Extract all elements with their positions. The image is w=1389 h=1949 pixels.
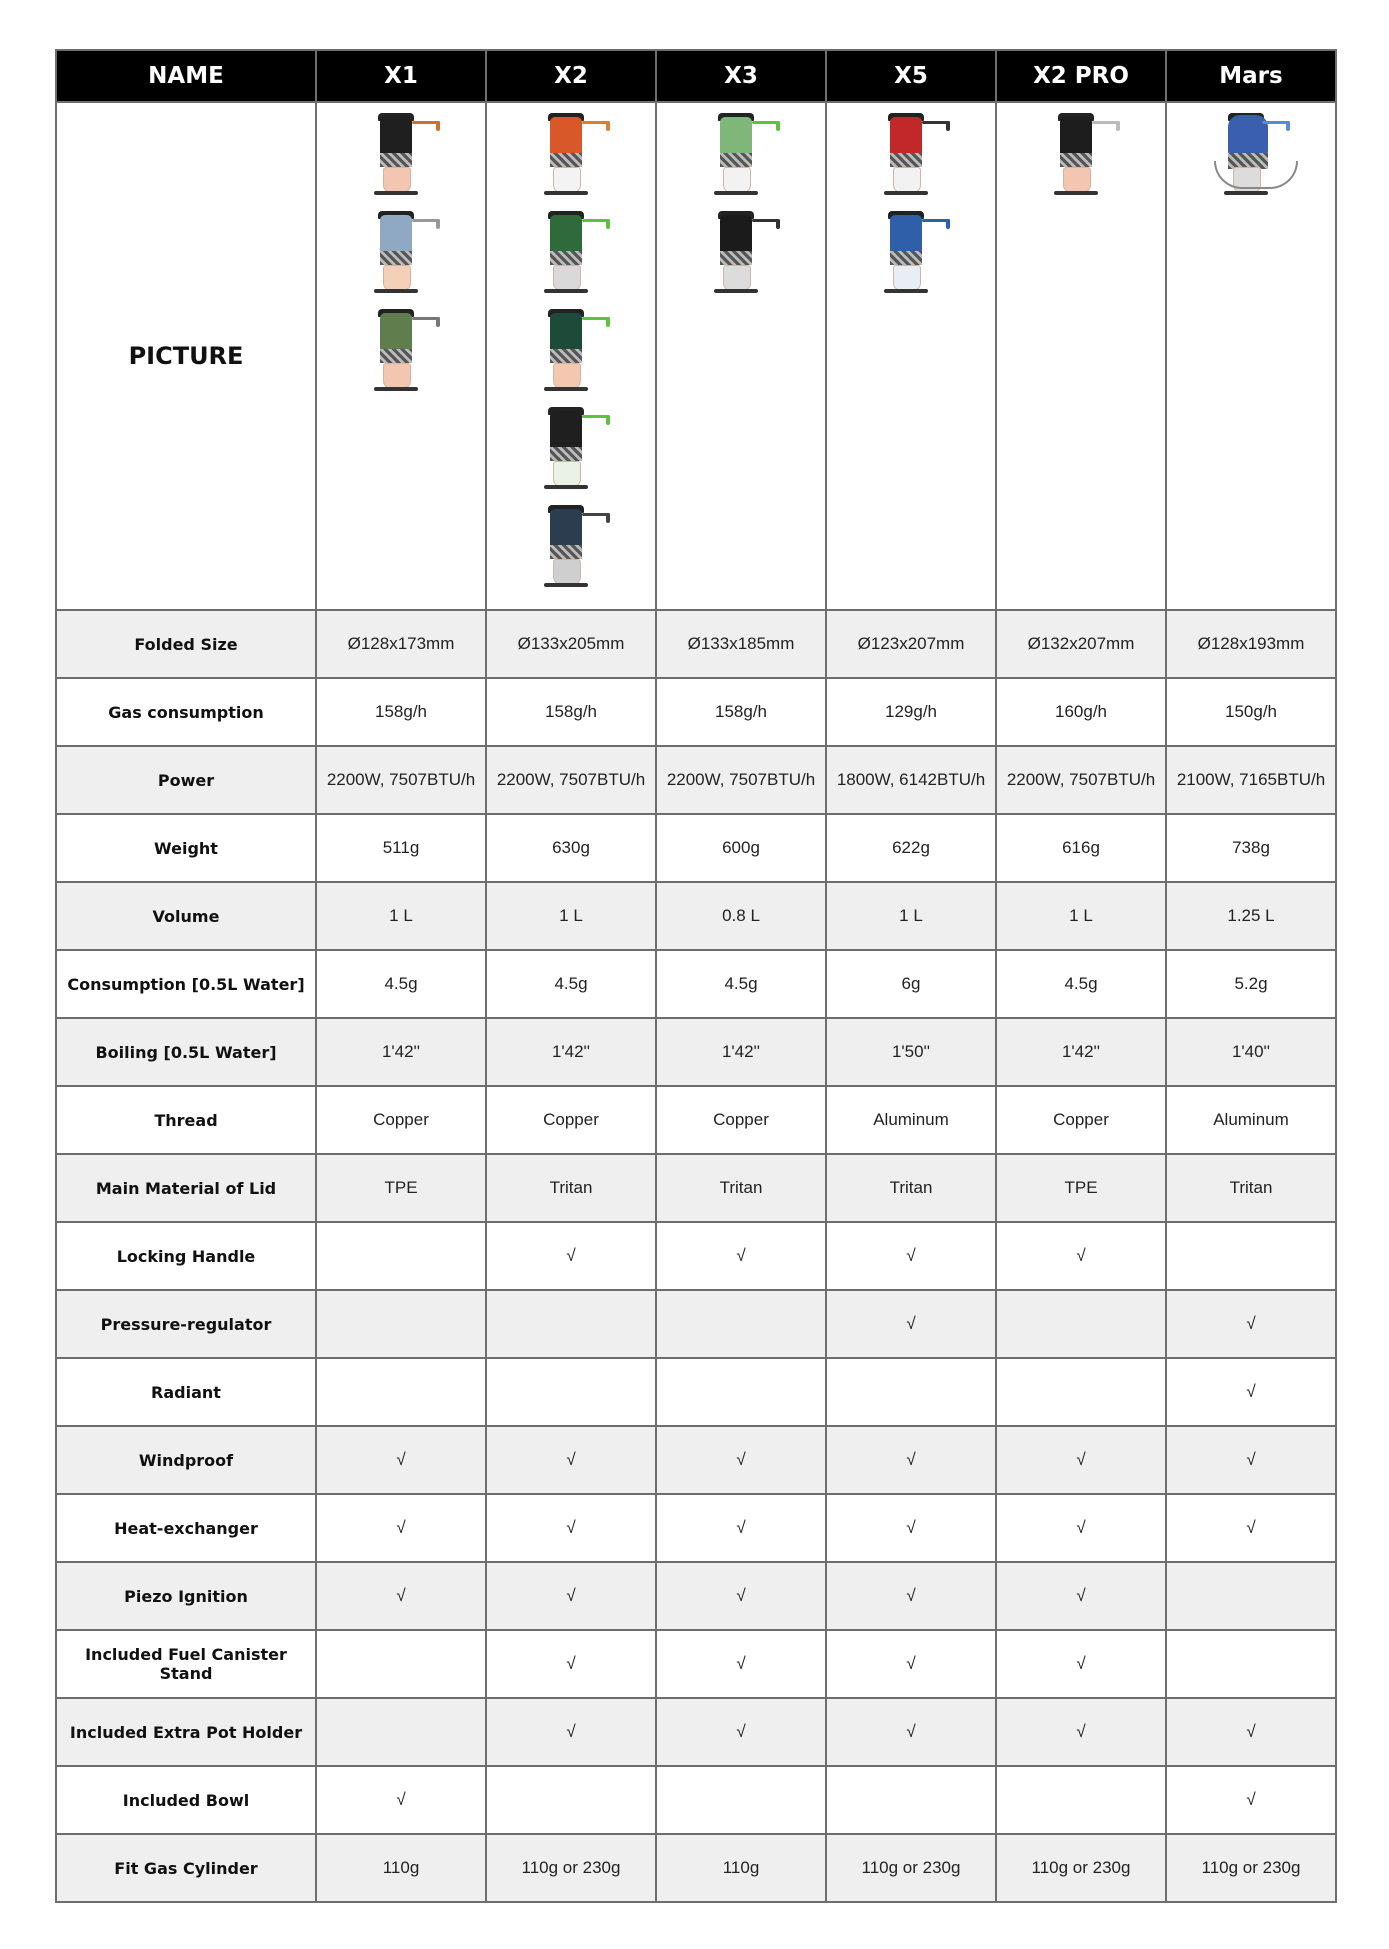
check-mark-cell: √	[1166, 1426, 1336, 1494]
check-mark-cell: √	[656, 1426, 826, 1494]
spec-value-cell: 110g	[316, 1834, 486, 1902]
spec-row	[56, 1494, 1336, 1562]
picture-cell-x5	[826, 102, 996, 610]
spec-value-cell	[656, 1766, 826, 1834]
spec-row	[56, 1766, 1336, 1834]
stove-x2-dark-green-icon	[526, 307, 616, 399]
stove-x2-green-camo-icon	[526, 209, 616, 301]
spec-value-cell: 2200W, 7507BTU/h	[486, 746, 656, 814]
spec-value-cell: 1'42''	[996, 1018, 1166, 1086]
spec-value-cell: 110g or 230g	[826, 1834, 996, 1902]
check-mark-cell: √	[1166, 1358, 1336, 1426]
spec-value-cell: Copper	[996, 1086, 1166, 1154]
check-mark-cell: √	[826, 1290, 996, 1358]
spec-value-cell: TPE	[996, 1154, 1166, 1222]
check-mark-cell: √	[826, 1630, 996, 1698]
row-label: Folded Size	[56, 610, 316, 678]
spec-row	[56, 1154, 1336, 1222]
stove-x5-red-icon	[866, 111, 956, 203]
check-mark-cell: √	[316, 1426, 486, 1494]
spec-value-cell	[486, 1766, 656, 1834]
spec-value-cell: 110g or 230g	[1166, 1834, 1336, 1902]
spec-value-cell	[1166, 1630, 1336, 1698]
spec-value-cell: Copper	[486, 1086, 656, 1154]
spec-value-cell: 110g	[656, 1834, 826, 1902]
check-mark-cell: √	[1166, 1698, 1336, 1766]
stove-x5-blue-icon	[866, 209, 956, 301]
spec-value-cell: 110g or 230g	[486, 1834, 656, 1902]
check-mark-cell: √	[316, 1766, 486, 1834]
check-mark-cell: √	[316, 1562, 486, 1630]
spec-value-cell	[826, 1358, 996, 1426]
stove-mars-blue-icon	[1206, 111, 1296, 203]
spec-value-cell	[316, 1698, 486, 1766]
spec-value-cell	[656, 1290, 826, 1358]
row-label: Included Fuel Canister Stand	[56, 1630, 316, 1698]
spec-row	[56, 814, 1336, 882]
spec-value-cell: 160g/h	[996, 678, 1166, 746]
stove-x2-black-green-icon	[526, 405, 616, 497]
row-label: Piezo Ignition	[56, 1562, 316, 1630]
row-label: Power	[56, 746, 316, 814]
spec-value-cell: 4.5g	[486, 950, 656, 1018]
check-mark-cell: √	[656, 1222, 826, 1290]
spec-value-cell: Ø123x207mm	[826, 610, 996, 678]
spec-row	[56, 1630, 1336, 1698]
stove-x1-gradient-icon	[356, 209, 446, 301]
row-label: Main Material of Lid	[56, 1154, 316, 1222]
spec-row	[56, 1698, 1336, 1766]
check-mark-cell: √	[486, 1630, 656, 1698]
spec-row	[56, 1562, 1336, 1630]
stove-x3-black-icon	[696, 209, 786, 301]
spec-value-cell: Tritan	[486, 1154, 656, 1222]
spec-value-cell	[1166, 1562, 1336, 1630]
spec-row	[56, 882, 1336, 950]
spec-value-cell: Ø133x185mm	[656, 610, 826, 678]
spec-value-cell	[996, 1358, 1166, 1426]
check-mark-cell: √	[1166, 1494, 1336, 1562]
product-header-x2: X2	[486, 50, 656, 102]
check-mark-cell: √	[996, 1698, 1166, 1766]
comparison-table	[55, 49, 1337, 1903]
stove-x2pro-black-icon	[1036, 111, 1126, 203]
product-header-x3: X3	[656, 50, 826, 102]
spec-value-cell: 622g	[826, 814, 996, 882]
spec-value-cell: 630g	[486, 814, 656, 882]
check-mark-cell: √	[996, 1426, 1166, 1494]
spec-value-cell: 2200W, 7507BTU/h	[316, 746, 486, 814]
spec-value-cell: Copper	[656, 1086, 826, 1154]
row-label: Included Extra Pot Holder	[56, 1698, 316, 1766]
spec-value-cell	[316, 1222, 486, 1290]
spec-value-cell	[316, 1290, 486, 1358]
spec-value-cell: 600g	[656, 814, 826, 882]
row-label: Fit Gas Cylinder	[56, 1834, 316, 1902]
check-mark-cell: √	[486, 1562, 656, 1630]
spec-row	[56, 1086, 1336, 1154]
spec-value-cell: 2200W, 7507BTU/h	[656, 746, 826, 814]
product-header-mars: Mars	[1166, 50, 1336, 102]
spec-value-cell: 1 L	[316, 882, 486, 950]
stove-x3-green-icon	[696, 111, 786, 203]
spec-value-cell: 158g/h	[316, 678, 486, 746]
check-mark-cell: √	[996, 1222, 1166, 1290]
check-mark-cell: √	[996, 1562, 1166, 1630]
spec-value-cell: 158g/h	[486, 678, 656, 746]
row-label: Pressure-regulator	[56, 1290, 316, 1358]
check-mark-cell: √	[486, 1698, 656, 1766]
spec-value-cell: Aluminum	[1166, 1086, 1336, 1154]
spec-value-cell: 5.2g	[1166, 950, 1336, 1018]
spec-value-cell: 1 L	[996, 882, 1166, 950]
spec-value-cell: Tritan	[656, 1154, 826, 1222]
spec-value-cell	[1166, 1222, 1336, 1290]
product-header-x5: X5	[826, 50, 996, 102]
spec-row	[56, 1358, 1336, 1426]
spec-value-cell: Ø133x205mm	[486, 610, 656, 678]
spec-value-cell: Ø128x193mm	[1166, 610, 1336, 678]
spec-value-cell: 511g	[316, 814, 486, 882]
header-row	[56, 50, 1336, 102]
check-mark-cell: √	[316, 1494, 486, 1562]
spec-value-cell: TPE	[316, 1154, 486, 1222]
row-label: Volume	[56, 882, 316, 950]
spec-value-cell	[316, 1630, 486, 1698]
spec-value-cell	[996, 1766, 1166, 1834]
spec-value-cell: 1'42''	[316, 1018, 486, 1086]
row-label: Included Bowl	[56, 1766, 316, 1834]
spec-value-cell: 1'50''	[826, 1018, 996, 1086]
spec-value-cell	[826, 1766, 996, 1834]
spec-row	[56, 1018, 1336, 1086]
stove-x1-black-icon	[356, 111, 446, 203]
picture-label: PICTURE	[56, 102, 316, 610]
spec-value-cell: 1'42''	[656, 1018, 826, 1086]
check-mark-cell: √	[826, 1562, 996, 1630]
picture-cell-x2-pro	[996, 102, 1166, 610]
spec-value-cell: 738g	[1166, 814, 1336, 882]
spec-value-cell: Ø132x207mm	[996, 610, 1166, 678]
product-header-x1: X1	[316, 50, 486, 102]
check-mark-cell: √	[656, 1630, 826, 1698]
spec-row	[56, 1290, 1336, 1358]
spec-row	[56, 610, 1336, 678]
product-header-x2-pro: X2 PRO	[996, 50, 1166, 102]
row-label: Locking Handle	[56, 1222, 316, 1290]
check-mark-cell: √	[1166, 1290, 1336, 1358]
spec-value-cell	[316, 1358, 486, 1426]
picture-cell-x2	[486, 102, 656, 610]
check-mark-cell: √	[486, 1426, 656, 1494]
row-label: Weight	[56, 814, 316, 882]
spec-value-cell: Aluminum	[826, 1086, 996, 1154]
check-mark-cell: √	[486, 1494, 656, 1562]
check-mark-cell: √	[996, 1494, 1166, 1562]
spec-value-cell	[656, 1358, 826, 1426]
check-mark-cell: √	[996, 1630, 1166, 1698]
spec-value-cell	[486, 1358, 656, 1426]
spec-value-cell: 150g/h	[1166, 678, 1336, 746]
spec-value-cell: 2200W, 7507BTU/h	[996, 746, 1166, 814]
spec-value-cell: Tritan	[1166, 1154, 1336, 1222]
spec-value-cell: 1.25 L	[1166, 882, 1336, 950]
check-mark-cell: √	[826, 1222, 996, 1290]
check-mark-cell: √	[826, 1494, 996, 1562]
spec-value-cell: 616g	[996, 814, 1166, 882]
row-label: Gas consumption	[56, 678, 316, 746]
spec-value-cell: 4.5g	[656, 950, 826, 1018]
spec-value-cell: 6g	[826, 950, 996, 1018]
picture-cell-mars	[1166, 102, 1336, 610]
spec-value-cell: Copper	[316, 1086, 486, 1154]
spec-row	[56, 1222, 1336, 1290]
spec-value-cell: 2100W, 7165BTU/h	[1166, 746, 1336, 814]
row-label: Boiling [0.5L Water]	[56, 1018, 316, 1086]
row-label: Consumption [0.5L Water]	[56, 950, 316, 1018]
spec-value-cell: 1'42''	[486, 1018, 656, 1086]
check-mark-cell: √	[1166, 1766, 1336, 1834]
spec-value-cell: 4.5g	[996, 950, 1166, 1018]
spec-value-cell: 1 L	[486, 882, 656, 950]
row-label: Thread	[56, 1086, 316, 1154]
row-label: Radiant	[56, 1358, 316, 1426]
check-mark-cell: √	[826, 1698, 996, 1766]
stove-x2-orange-camo-icon	[526, 111, 616, 203]
picture-row	[56, 102, 1336, 610]
spec-value-cell: 1800W, 6142BTU/h	[826, 746, 996, 814]
picture-cell-x3	[656, 102, 826, 610]
name-header: NAME	[56, 50, 316, 102]
row-label: Heat-exchanger	[56, 1494, 316, 1562]
check-mark-cell: √	[656, 1494, 826, 1562]
stove-x1-camo-icon	[356, 307, 446, 399]
spec-row	[56, 1426, 1336, 1494]
spec-value-cell: 110g or 230g	[996, 1834, 1166, 1902]
spec-value-cell	[486, 1290, 656, 1358]
stove-x2-blue-camo-icon	[526, 503, 616, 595]
spec-value-cell: 129g/h	[826, 678, 996, 746]
row-label: Windproof	[56, 1426, 316, 1494]
spec-row	[56, 746, 1336, 814]
spec-value-cell: 0.8 L	[656, 882, 826, 950]
spec-value-cell: 1 L	[826, 882, 996, 950]
spec-value-cell: 158g/h	[656, 678, 826, 746]
spec-value-cell: 4.5g	[316, 950, 486, 1018]
spec-row	[56, 1834, 1336, 1902]
spec-value-cell: Ø128x173mm	[316, 610, 486, 678]
spec-value-cell	[996, 1290, 1166, 1358]
spec-row	[56, 950, 1336, 1018]
check-mark-cell: √	[826, 1426, 996, 1494]
check-mark-cell: √	[656, 1562, 826, 1630]
check-mark-cell: √	[486, 1222, 656, 1290]
spec-row	[56, 678, 1336, 746]
spec-value-cell: Tritan	[826, 1154, 996, 1222]
picture-cell-x1	[316, 102, 486, 610]
check-mark-cell: √	[656, 1698, 826, 1766]
spec-value-cell: 1'40''	[1166, 1018, 1336, 1086]
